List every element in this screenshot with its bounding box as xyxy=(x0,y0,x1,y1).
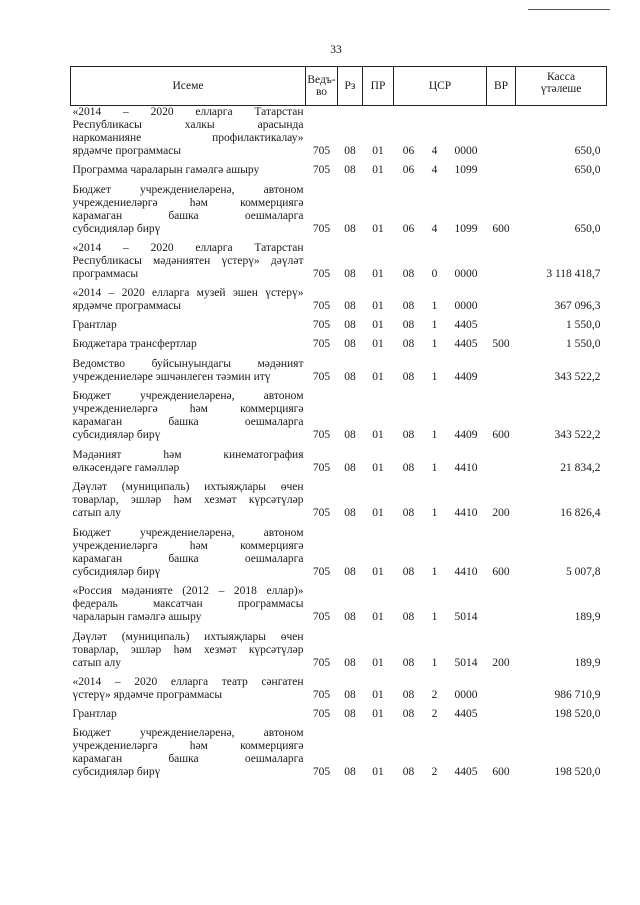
row-name-line: Бюджет учреждениеләренә, автоном xyxy=(72,184,304,196)
row-csr-part1-cell: 08 xyxy=(402,507,415,519)
row-name-cell xyxy=(71,475,306,520)
row-csr-part3-cell: 0000 xyxy=(454,300,478,312)
row-name-line: ярдәмче программасы xyxy=(72,145,182,157)
row-rz-cell: 08 xyxy=(344,223,356,235)
row-csr-part2-cell: 0 xyxy=(431,268,438,280)
row-pr-cell: 01 xyxy=(372,657,384,669)
row-pr-cell: 01 xyxy=(372,371,384,383)
row-pr-cell: 01 xyxy=(372,429,384,441)
table-row xyxy=(71,281,607,313)
row-vr-cell xyxy=(487,670,516,702)
header-kassa-line2: үтәлеше xyxy=(540,83,582,95)
row-amount-cell: 21 834,2 xyxy=(560,462,601,474)
row-pr-cell: 01 xyxy=(372,507,384,519)
row-rz-cell: 08 xyxy=(344,611,356,623)
row-name-line: Бюджет учреждениеләренә, автоном xyxy=(72,527,304,539)
row-pr-cell: 01 xyxy=(372,223,384,235)
row-rz-cell: 08 xyxy=(344,766,356,778)
row-name-line: үстерү» ярдәмче программасы xyxy=(72,689,223,701)
row-amount-cell: 198 520,0 xyxy=(554,766,601,778)
row-csr-part2-cell: 1 xyxy=(431,300,438,312)
row-csr-part3-cell: 4405 xyxy=(454,766,478,778)
row-name-line: карамаган башка оешмаларга xyxy=(72,210,304,222)
row-name-line: Программа чараларын гамәлгә ашыру xyxy=(72,164,260,176)
row-amount-cell: 16 826,4 xyxy=(560,507,601,519)
row-name-line: карамаган башка оешмаларга xyxy=(72,553,304,565)
header-vedo-line2: во xyxy=(315,86,328,98)
row-vr-cell xyxy=(487,579,516,624)
row-vr-cell: 200 xyxy=(492,507,510,519)
page-number: 33 xyxy=(330,44,342,56)
row-rz-cell: 08 xyxy=(344,164,356,176)
row-name-line: Грантлар xyxy=(72,708,117,720)
row-name-cell xyxy=(71,313,306,332)
row-name-line: карамаган башка оешмаларга xyxy=(72,753,304,765)
row-csr-part2-cell: 1 xyxy=(431,429,438,441)
row-amount-cell: 5 007,8 xyxy=(566,566,601,578)
row-pr-cell: 01 xyxy=(372,338,384,350)
row-name-line: сатып алу xyxy=(72,657,122,669)
row-csr-part1-cell: 06 xyxy=(402,223,415,235)
row-vr-cell: 600 xyxy=(492,766,510,778)
row-vedo-cell: 705 xyxy=(312,708,331,720)
row-amount-cell: 189,9 xyxy=(574,611,601,623)
row-name-cell xyxy=(71,442,306,475)
header-vedo xyxy=(306,67,338,106)
row-name-line: сатып алу xyxy=(72,507,122,519)
row-csr-part3-cell: 4405 xyxy=(454,708,478,720)
row-csr-part3-cell: 4410 xyxy=(454,566,478,578)
row-csr-part2-cell: 1 xyxy=(431,566,438,578)
row-csr-part3-cell: 4405 xyxy=(454,319,478,331)
row-name-line: карамаган башка оешмаларга xyxy=(72,416,304,428)
row-name-cell xyxy=(71,158,306,177)
header-rz: Рз xyxy=(338,67,363,106)
row-rz-cell: 08 xyxy=(344,689,356,701)
table-row xyxy=(71,332,607,351)
row-vedo-cell: 705 xyxy=(312,657,331,669)
row-csr-part1-cell: 08 xyxy=(402,338,415,350)
row-csr-part2-cell: 1 xyxy=(431,507,438,519)
table-row xyxy=(71,236,607,281)
row-rz-cell: 08 xyxy=(344,268,356,280)
row-csr-part3-cell: 4409 xyxy=(454,371,478,383)
row-vr-cell xyxy=(487,236,516,281)
row-name-line: учреждениеләргә һәм коммерциягә xyxy=(72,403,304,415)
row-csr-part2-cell: 1 xyxy=(431,611,438,623)
row-vr-cell: 600 xyxy=(492,223,510,235)
row-name-line: Дәүләт (муниципаль) ихтыяҗлары өчен xyxy=(72,631,304,643)
row-amount-cell: 650,0 xyxy=(574,145,601,157)
row-name-cell xyxy=(71,332,306,351)
row-name-line: учреждениеләргә һәм коммерциягә xyxy=(72,540,304,552)
row-csr-part1-cell: 08 xyxy=(402,300,415,312)
row-rz-cell: 08 xyxy=(344,145,356,157)
row-rz-cell: 08 xyxy=(344,371,356,383)
row-name-cell xyxy=(71,624,306,670)
row-amount-cell: 343 522,2 xyxy=(554,429,601,441)
row-csr-part3-cell: 1099 xyxy=(454,223,478,235)
header-vr: ВР xyxy=(487,67,516,106)
row-csr-part2-cell: 1 xyxy=(431,319,438,331)
row-csr-part1-cell: 08 xyxy=(402,611,415,623)
row-name-line: «2014 – 2020 елларга Татарстан xyxy=(72,242,304,254)
row-vr-cell: 500 xyxy=(492,338,510,350)
table-row xyxy=(71,721,607,779)
row-rz-cell: 08 xyxy=(344,429,356,441)
row-rz-cell: 08 xyxy=(344,566,356,578)
row-csr-part1-cell: 06 xyxy=(402,145,415,157)
row-rz-cell: 08 xyxy=(344,507,356,519)
row-name-line: Республикасы халкы арасында xyxy=(72,119,304,131)
row-csr-part1-cell: 08 xyxy=(402,268,415,280)
row-csr-part1-cell: 08 xyxy=(402,462,415,474)
row-csr-part3-cell: 4405 xyxy=(454,338,478,350)
row-vedo-cell: 705 xyxy=(312,300,331,312)
table-header-row xyxy=(71,67,607,106)
row-amount-cell: 198 520,0 xyxy=(554,708,601,720)
row-amount-cell: 986 710,9 xyxy=(554,689,601,701)
row-name-cell xyxy=(71,520,306,579)
header-name: Исеме xyxy=(71,67,306,106)
row-name-cell xyxy=(71,351,306,384)
row-vedo-cell: 705 xyxy=(312,507,331,519)
row-pr-cell: 01 xyxy=(372,566,384,578)
row-name-line: Республикасы мәдәниятен үстерү» дәүләт xyxy=(72,255,304,267)
row-name-line: Дәүләт (муниципаль) ихтыяҗлары өчен xyxy=(72,481,304,493)
row-pr-cell: 01 xyxy=(372,300,384,312)
row-rz-cell: 08 xyxy=(344,300,356,312)
row-csr-part2-cell: 1 xyxy=(431,338,438,350)
row-name-line: товарлар, эшләр һәм хезмәт күрсәтүләр xyxy=(72,494,304,506)
row-vedo-cell: 705 xyxy=(312,319,331,331)
row-csr-part3-cell: 4410 xyxy=(454,507,478,519)
row-name-line: программасы xyxy=(72,268,139,280)
row-csr-part3-cell: 5014 xyxy=(454,611,478,623)
row-name-line: учреждениеләргә һәм коммерциягә xyxy=(72,740,304,752)
row-csr-part2-cell: 4 xyxy=(431,164,438,176)
row-csr-part1-cell: 08 xyxy=(402,689,415,701)
table-row xyxy=(71,384,607,442)
row-name-line: Бюджет учреждениеләренә, автоном xyxy=(72,390,304,402)
row-name-line: Грантлар xyxy=(72,319,117,331)
row-csr-part2-cell: 4 xyxy=(431,223,438,235)
row-name-line: Мәдәният һәм кинематография xyxy=(72,449,304,461)
row-name-line: субсидияләр бирү xyxy=(72,766,161,778)
row-vr-cell: 200 xyxy=(492,657,510,669)
table-row xyxy=(71,442,607,475)
row-vedo-cell: 705 xyxy=(312,766,331,778)
row-rz-cell: 08 xyxy=(344,657,356,669)
row-name-cell xyxy=(71,236,306,281)
row-vedo-cell: 705 xyxy=(312,145,331,157)
row-name-cell xyxy=(71,670,306,702)
row-name-line: товарлар, эшләр һәм хезмәт күрсәтүләр xyxy=(72,644,304,656)
row-name-line: Бюджет учреждениеләренә, автоном xyxy=(72,727,304,739)
row-csr-part3-cell: 0000 xyxy=(454,145,478,157)
row-vr-cell xyxy=(487,106,516,159)
row-vedo-cell: 705 xyxy=(312,371,331,383)
table-row xyxy=(71,351,607,384)
row-name-line: «2014 – 2020 елларга театр сәнгатен xyxy=(72,676,304,688)
row-csr-part3-cell: 4409 xyxy=(454,429,478,441)
row-name-line: «2014 – 2020 елларга Татарстан xyxy=(72,106,304,118)
row-vr-cell xyxy=(487,281,516,313)
row-csr-part1-cell: 08 xyxy=(402,708,415,720)
row-csr-part1-cell: 08 xyxy=(402,371,415,383)
row-amount-cell: 650,0 xyxy=(574,223,601,235)
header-vedo-line1: Ведъ- xyxy=(307,74,336,86)
row-name-line: чараларын гамәлгә ашыру xyxy=(72,611,202,623)
row-rz-cell: 08 xyxy=(344,338,356,350)
row-name-line: субсидияләр бирү xyxy=(72,223,161,235)
row-name-line: өлкәсендәге гамәлләр xyxy=(72,462,180,474)
row-vedo-cell: 705 xyxy=(312,611,331,623)
row-name-cell xyxy=(71,384,306,442)
row-csr-part3-cell: 1099 xyxy=(454,164,478,176)
row-name-cell xyxy=(71,702,306,721)
row-vr-cell: 600 xyxy=(492,566,510,578)
row-csr-part1-cell: 08 xyxy=(402,766,415,778)
row-pr-cell: 01 xyxy=(372,268,384,280)
row-name-cell xyxy=(71,579,306,624)
row-name-line: «2014 – 2020 елларга музей эшен үстерү» xyxy=(72,287,304,299)
table-row xyxy=(71,579,607,624)
row-csr-part2-cell: 2 xyxy=(431,689,438,701)
row-vedo-cell: 705 xyxy=(312,338,331,350)
row-name-line: «Россия мәдәнияте (2012 – 2018 еллар)» xyxy=(72,585,304,597)
header-kassa-line1: Касса xyxy=(546,71,576,83)
row-name-line: ярдәмче программасы xyxy=(72,300,182,312)
row-csr-part1-cell: 08 xyxy=(402,319,415,331)
header-csr: ЦСР xyxy=(394,67,487,106)
row-pr-cell: 01 xyxy=(372,164,384,176)
row-vedo-cell: 705 xyxy=(312,429,331,441)
row-csr-part3-cell: 4410 xyxy=(454,462,478,474)
row-vedo-cell: 705 xyxy=(312,462,331,474)
row-csr-part1-cell: 06 xyxy=(402,164,415,176)
row-vr-cell xyxy=(487,313,516,332)
row-csr-part2-cell: 1 xyxy=(431,371,438,383)
row-amount-cell: 189,9 xyxy=(574,657,601,669)
row-csr-part2-cell: 1 xyxy=(431,462,438,474)
header-kassa xyxy=(516,67,607,106)
row-pr-cell: 01 xyxy=(372,145,384,157)
table-row xyxy=(71,670,607,702)
row-pr-cell: 01 xyxy=(372,689,384,701)
table-row xyxy=(71,106,607,159)
row-rz-cell: 08 xyxy=(344,319,356,331)
table-body xyxy=(71,106,607,780)
row-vr-cell xyxy=(487,158,516,177)
row-vedo-cell: 705 xyxy=(312,566,331,578)
row-csr-part2-cell: 2 xyxy=(431,766,438,778)
row-csr-part1-cell: 08 xyxy=(402,429,415,441)
row-csr-part2-cell: 2 xyxy=(431,708,438,720)
row-pr-cell: 01 xyxy=(372,319,384,331)
row-csr-part2-cell: 4 xyxy=(431,145,438,157)
row-csr-part1-cell: 08 xyxy=(402,657,415,669)
row-name-cell xyxy=(71,721,306,779)
table-row xyxy=(71,702,607,721)
row-vr-cell xyxy=(487,351,516,384)
row-name-cell xyxy=(71,177,306,236)
row-amount-cell: 367 096,3 xyxy=(554,300,601,312)
row-pr-cell: 01 xyxy=(372,766,384,778)
row-name-line: субсидияләр бирү xyxy=(72,566,161,578)
row-vedo-cell: 705 xyxy=(312,164,331,176)
row-pr-cell: 01 xyxy=(372,462,384,474)
row-name-line: учреждениеләргә һәм коммерциягә xyxy=(72,197,304,209)
row-rz-cell: 08 xyxy=(344,708,356,720)
row-vedo-cell: 705 xyxy=(312,223,331,235)
table-row xyxy=(71,177,607,236)
row-name-cell xyxy=(71,106,306,159)
row-vr-cell xyxy=(487,442,516,475)
table-row xyxy=(71,158,607,177)
row-rz-cell: 08 xyxy=(344,462,356,474)
budget-table xyxy=(70,66,607,779)
row-amount-cell: 3 118 418,7 xyxy=(546,268,601,280)
row-pr-cell: 01 xyxy=(372,708,384,720)
table-row xyxy=(71,475,607,520)
corner-rule xyxy=(528,9,610,10)
row-name-line: Ведомство буйсынуындагы мәдәният xyxy=(72,358,304,370)
row-csr-part3-cell: 0000 xyxy=(454,689,478,701)
row-name-line: федераль максатчан программасы xyxy=(72,598,304,610)
row-csr-part1-cell: 08 xyxy=(402,566,415,578)
row-csr-part3-cell: 5014 xyxy=(454,657,478,669)
row-name-line: субсидияләр бирү xyxy=(72,429,161,441)
row-name-cell xyxy=(71,281,306,313)
table-row xyxy=(71,313,607,332)
row-vr-cell xyxy=(487,702,516,721)
row-vr-cell: 600 xyxy=(492,429,510,441)
header-pr: ПР xyxy=(363,67,394,106)
row-amount-cell: 650,0 xyxy=(574,164,601,176)
row-name-line: учреждениеләре эшчәнлеген тәэмин итү xyxy=(72,371,271,383)
row-pr-cell: 01 xyxy=(372,611,384,623)
row-amount-cell: 1 550,0 xyxy=(566,319,601,331)
row-csr-part3-cell: 0000 xyxy=(454,268,478,280)
table-row xyxy=(71,624,607,670)
row-name-line: наркоманияне профилактикалау» xyxy=(72,132,304,144)
row-vedo-cell: 705 xyxy=(312,268,331,280)
table-row xyxy=(71,520,607,579)
row-vedo-cell: 705 xyxy=(312,689,331,701)
row-name-line: Бюджетара трансфертлар xyxy=(72,338,197,350)
row-amount-cell: 343 522,2 xyxy=(554,371,601,383)
row-amount-cell: 1 550,0 xyxy=(566,338,601,350)
row-csr-part2-cell: 1 xyxy=(431,657,438,669)
